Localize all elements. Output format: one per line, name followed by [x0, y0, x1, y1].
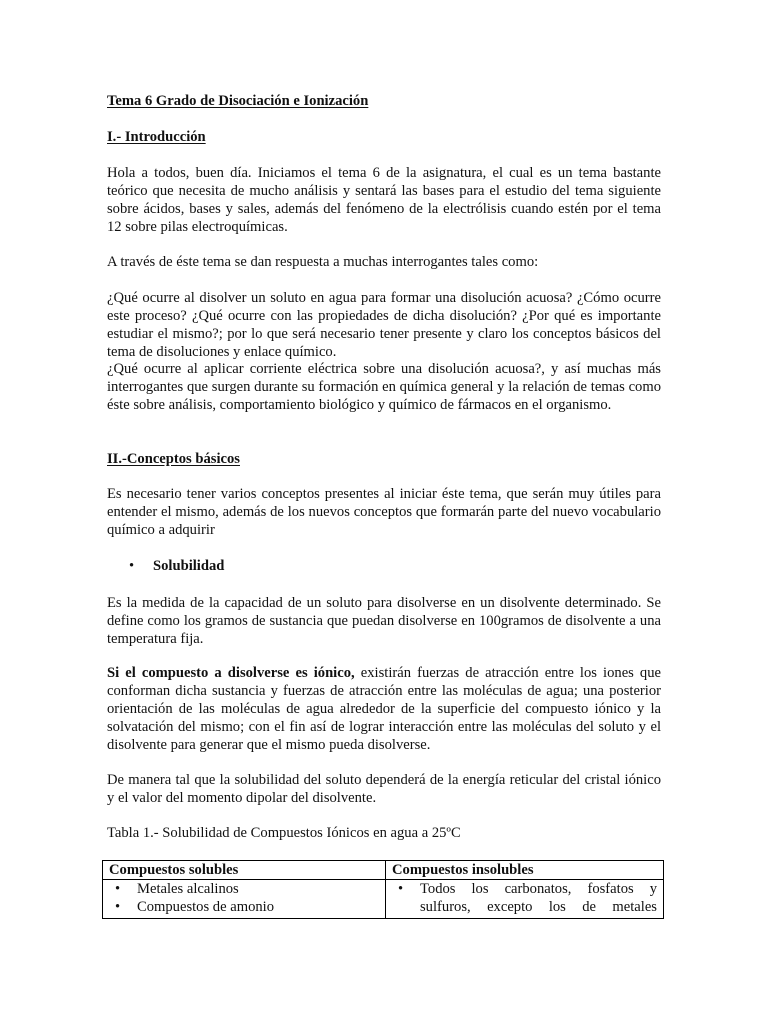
document-page: [107, 0, 661, 1024]
table-header-soluble: Compuestos solubles: [103, 861, 386, 880]
soluble-list: [109, 880, 379, 916]
ionic-compound-text: existirán fuerzas de atracción entre los iones que conforman dicha sustancia y fuerzas de atracción entre las moléculas de agua; una posterior orientación de las moléculas de agua alrededor de la superficie del compuesto iónico y la solvatación del mismo; con el fin así de lograr interacción entre las moléculas del soluto y el disolvente para generar que el mismo pueda disolverse.: [107, 665, 661, 753]
intro-paragraph-3b: ¿Qué ocurre al aplicar corriente eléctrica sobre una disolución acuosa?, y así muchas más interrogantes que surgen durante su formación en química general y la relación de temas como éste sobre análisis, comportamiento biológico y químico de fármacos en el organismo.: [107, 361, 661, 413]
intro-paragraph-1: Hola a todos, buen día. Iniciamos el tema 6 de la asignatura, el cual es un tema bastante teórico que necesita de mucho análisis y sentará las bases para el estudio del tema siguiente sobre ácidos, bases y sales, además del fenómeno de la electrólisis cuando estén por el tema 12 sobre pilas electroquímicas.: [107, 165, 661, 235]
dependence-paragraph: De manera tal que la solubilidad del soluto dependerá de la energía reticular del cristal iónico y el valor del momento dipolar del disolvente.: [107, 772, 661, 806]
section-heading-introduccion: I.- Introducción: [107, 129, 206, 145]
section-heading-conceptos: II.-Conceptos básicos: [107, 451, 240, 467]
ionic-compound-bold-lead: Si el compuesto a disolverse es iónico,: [107, 665, 355, 681]
list-item: • Todos los carbonatos, fosfatos y sulfuros, excepto los de metales: [420, 880, 657, 916]
table-header-row: [103, 861, 664, 880]
concepts-paragraph: Es necesario tener varios conceptos presentes al iniciar éste tema, que serán muy útiles para entender el mismo, además de los nuevos conceptos que formarán parte del nuevo vocabulario químico a adquirir: [107, 486, 661, 538]
table-header-insoluble: Compuestos insolubles: [386, 861, 664, 880]
bullet-label: Solubilidad: [153, 558, 225, 574]
ionic-compound-paragraph: [107, 664, 661, 754]
intro-paragraph-2: A través de éste tema se dan respuesta a muchas interrogantes tales como:: [107, 254, 539, 270]
table-cell-insoluble: [386, 880, 664, 919]
table-row: [103, 880, 664, 919]
intro-paragraph-3a: ¿Qué ocurre al disolver un soluto en agua para formar una disolución acuosa? ¿Cómo ocurre este proceso? ¿Qué ocurre con las propiedades de dicha disolución? ¿Por qué es importante estudiar el mismo?; por lo que será necesario tener presente y claro los conceptos básicos del tema de disoluciones y enlace químico.: [107, 290, 661, 360]
list-item: • Metales alcalinos: [137, 880, 379, 898]
table-caption: Tabla 1.- Solubilidad de Compuestos Iónicos en agua a 25ºC: [107, 825, 461, 841]
solubility-definition-paragraph: Es la medida de la capacidad de un soluto para disolverse en un disolvente determinado. Se define como los gramos de sustancia que puedan disolverse en 100gramos de disolvente a una temperatura fija.: [107, 595, 661, 647]
document-title: Tema 6 Grado de Disociación e Ionización: [107, 93, 369, 109]
solubility-table: [102, 860, 664, 919]
table-cell-soluble: [103, 880, 386, 919]
list-item: • Compuestos de amonio: [137, 898, 379, 916]
bullet-dot-icon: •: [129, 558, 135, 574]
bullet-item-solubilidad: [107, 557, 224, 575]
insoluble-list: [392, 880, 657, 916]
